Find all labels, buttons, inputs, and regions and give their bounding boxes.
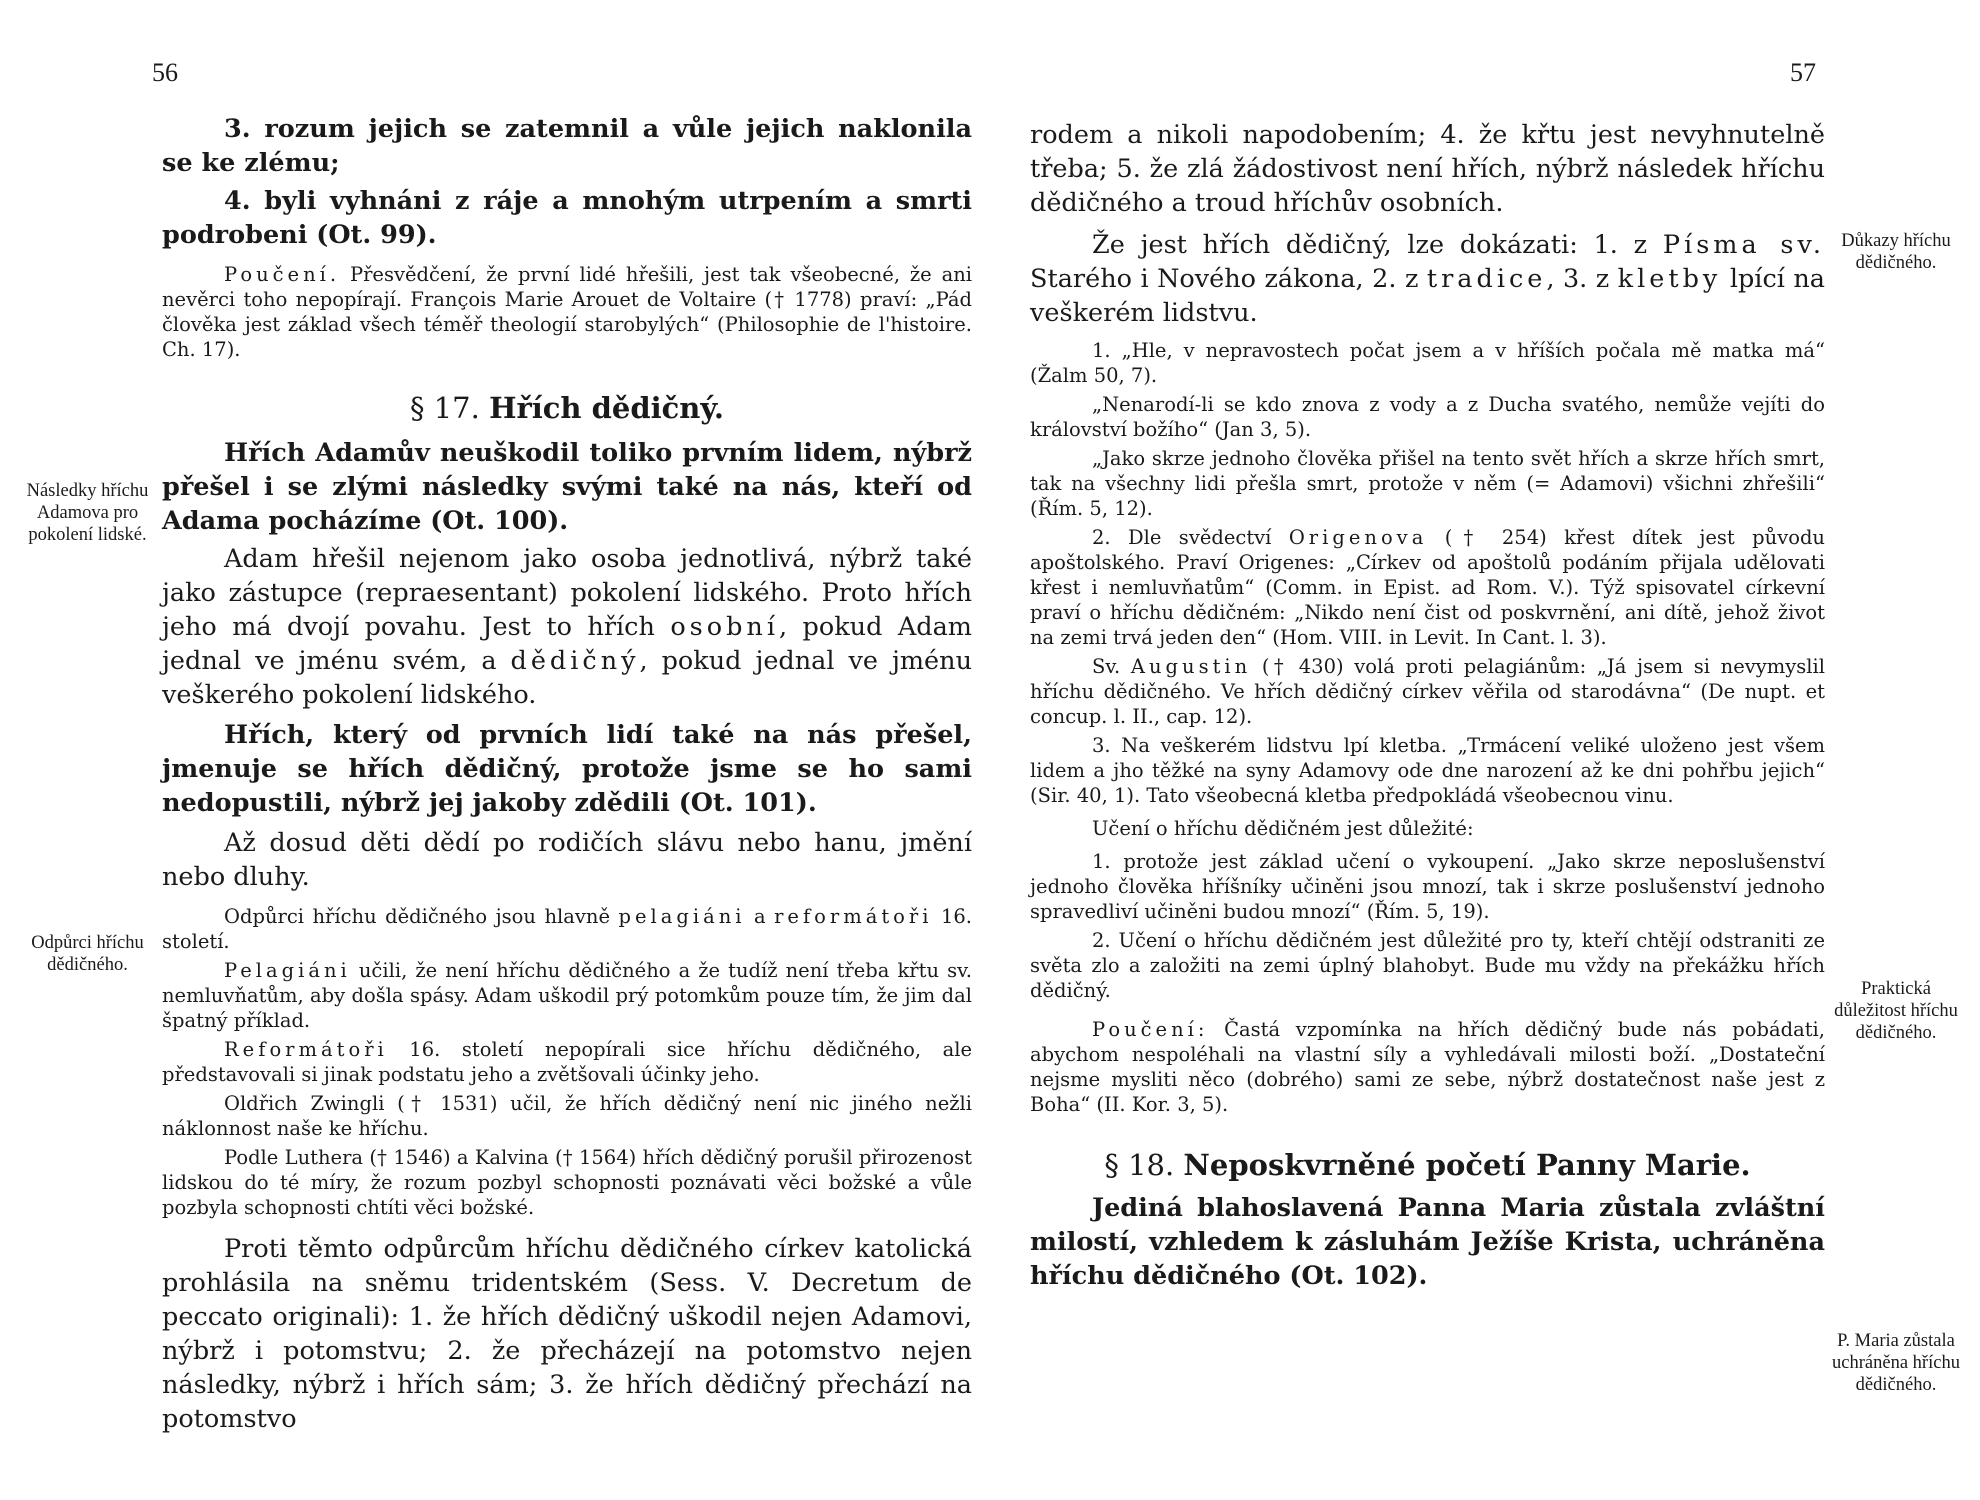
section-number: § 17. [410, 391, 480, 425]
text: Adam hřešil nejenom jako osoba jednotlivá, nýbrž také jako zástupce (repraesentant) pokolení lidského. Proto hřích jeho má dvojí povahu. Jest to hřích [162, 544, 972, 642]
paragraph: „Jako skrze jednoho člověka přišel na tento svět hřích a skrze hřích smrt, tak na všechny lidi přešla smrt, protože v něm (= Adamovi) všichni zhřešili“ (Řím. 5, 12). [1030, 447, 1825, 520]
text: , 3. z [1546, 264, 1618, 294]
thesis: Hřích Adamův neuškodil toliko prvním lidem, nýbrž přešel i se zlými následky svými také na nás, kteří od Adama pocházíme (Ot. 100). [162, 438, 972, 536]
paragraph [162, 262, 972, 362]
paragraph [162, 1037, 972, 1087]
paragraph [1030, 228, 1825, 330]
right-column [1030, 118, 1825, 1293]
text: Starého i Nového zákona, 2. z [1030, 264, 1427, 294]
spaced-word: Augustin [1130, 655, 1252, 678]
spaced-word: Poučení: [1092, 1018, 1209, 1041]
section-number: § 18. [1104, 1148, 1175, 1182]
paragraph [162, 904, 972, 954]
paragraph: Proti těmto odpůrcům hříchu dědičného církev katolická prohlásila na sněmu tridentském (Sess. V. Decretum de peccato originali): 1. že hřích dědičný uškodil nejen Adamovi, nýbrž i potomstvu; 2. že přecházejí na potomstvo nejen následky, nýbrž i hřích sám; 3. že hřích dědičný přechází na potomstvo [162, 1234, 972, 1434]
section-heading [162, 390, 972, 426]
right-page [990, 0, 1980, 1500]
paragraph: 1. „Hle, v nepravostech počat jsem a v hříších počala mě matka má“ (Žalm 50, 7). [1030, 339, 1825, 387]
left-column [162, 112, 972, 1436]
paragraph [162, 958, 972, 1033]
paragraph: 3. Na veškerém lidstvu lpí kletba. „Trmácení veliké uloženo jest všem lidem a jho těžké na syny Adamovy ode dne narození až ke dni pohřbu jejich“ (Sir. 40, 1). Tato všeobecná kletba předpokládá všeobecnou vinu. [1030, 734, 1825, 807]
page-number: 56 [152, 58, 178, 87]
text: Že jest hřích dědičný, lze dokázati: 1. z [1092, 230, 1663, 260]
paragraph: rodem a nikoli napodobením; 4. že křtu jest nevyhnutelně třeba; 5. že zlá žádostivost není hřích, nýbrž následek hříchu dědičného a troud hříchův osobních. [1030, 120, 1825, 218]
spaced-word: Reformátoři [224, 1038, 388, 1061]
section-title: Neposkvrněné početí Panny Marie. [1183, 1148, 1751, 1182]
paragraph [1030, 525, 1825, 650]
text: učili, že není hříchu dědičného a že tudíž není třeba křtu sv. nemluvňatům, aby došla spásy. Adam uškodil prý potomkům pouze tím, že jim dal špatný příklad. [162, 959, 972, 1032]
text: († 430) volá proti pelagiánům: „Já jsem si nevymyslil hříchu dědičného. Ve hřích dědičný církev věřila od starodávna“ (De nupt. et concup. l. II., cap. 12). [1030, 655, 1825, 728]
text: Sv. [1092, 655, 1131, 678]
section-heading [1030, 1147, 1825, 1183]
margin-note: Důkazy hříchu dědičného. [1841, 231, 1951, 273]
spaced-word: pelagiáni [618, 905, 746, 928]
spaced-word: osobní [670, 612, 780, 642]
paragraph: Podle Luthera († 1546) a Kalvina († 1564) hřích dědičný porušil přirozenost lidskou do té míry, že rozum pozbyl schopnosti poznávati věci božské a vůle pozbyla schopnosti chtíti věci božské. [162, 1146, 972, 1219]
spaced-word: kletby [1617, 264, 1722, 294]
spaced-word: dědičný [510, 646, 640, 676]
paragraph: 2. Učení o hříchu dědičném jest důležité pro ty, kteří chtějí odstraniti ze světa zlo a založiti na zemi úplný blahobyt. Bude mu vždy na překážku hřích dědičný. [1030, 929, 1825, 1002]
paragraph: Učení o hříchu dědičném jest důležité: [1092, 817, 1474, 840]
text: , pokud Adam jednal ve jménu svém, a [162, 612, 972, 676]
text: , pokud jednal ve jménu veškerého pokolení lidského. [162, 646, 972, 710]
paragraph: 1. protože jest základ učení o vykoupení. „Jako skrze neposlušenství jednoho člověka hříšníky učiněni jsou mnozí, tak i skrze poslušenství jednoho spravedliví učiněni budou mnozí“ (Řím. 5, 19). [1030, 850, 1825, 923]
paragraph [1030, 1017, 1825, 1117]
section-title: Hřích dědičný. [489, 391, 724, 425]
paragraph: 4. byli vyhnáni z ráje a mnohým utrpením a smrti podrobeni (Ot. 99). [162, 186, 972, 250]
text: lpící na veškerém lidstvu. [1030, 264, 1825, 328]
label-pouceni: Poučení. [224, 263, 341, 286]
margin-note: Praktická důležitost hříchu dědičného. [1834, 979, 1958, 1043]
text: Přesvědčení, že první lidé hřešili, jest tak všeobecné, že ani nevěrci toho nepopírají. François Marie Arouet de Voltaire († 1778) praví: „Pád člověka jest základ všech téměř theologií starobylých“ (Philosophie de l'histoire. Ch. 17). [162, 263, 972, 361]
text: 16. století nepopírali sice hříchu dědičného, ale představovali si jinak podstatu jeho a zvětšovali účinky jeho. [162, 1038, 972, 1086]
paragraph: „Nenarodí-li se kdo znova z vody a z Ducha svatého, nemůže vejíti do království božího“ (Jan 3, 5). [1030, 393, 1825, 441]
thesis: Jediná blahoslavená Panna Maria zůstala zvláštní milostí, vzhledem k zásluhám Ježíše Krista, uchráněna hříchu dědičného (Ot. 102). [1030, 1193, 1825, 1291]
thesis: Hřích, který od prvních lidí také na nás přešel, jmenuje se hřích dědičný, protože jsme se ho sami nedopustili, nýbrž jej jakoby zdědili (Ot. 101). [162, 720, 972, 818]
page-number: 57 [1790, 58, 1816, 87]
paragraph: 3. rozum jejich se zatemnil a vůle jejich naklonila se ke zlému; [162, 114, 972, 178]
text: 2. Dle svědectví [1092, 526, 1289, 549]
text: Častá vzpomínka na hřích dědičný bude nás pobádati, abychom nespoléhali na vlastní síly a vyhledávali milosti boží. „Dostateční nejsme mysliti něco (dobrého) sami ze sebe, nýbrž dostatečnost naše jest z Boha“ (II. Kor. 3, 5). [1030, 1018, 1825, 1116]
text: († 254) křest dítek jest původu apoštolského. Praví Origenes: „Církev od apoštolů podáním přijala udělovati křest i nemluvňatům“ (Comm. in Epist. ad Rom. V.). Týž spisovatel církevní praví o hříchu dědičném: „Nikdo není čist od poskvrnění, ani dítě, jehož život na zemi trvá jeden den“ (Hom. VIII. in Levit. In Cant. l. 3). [1030, 526, 1825, 649]
paragraph [1030, 654, 1825, 729]
spaced-word: tradice [1426, 264, 1547, 294]
margin-note: Odpůrci hříchu dědičného. [31, 933, 144, 975]
paragraph [162, 542, 972, 712]
margin-note: Následky hříchu Adamova pro pokolení lidské. [26, 481, 149, 545]
text: Odpůrci hříchu dědičného jsou hlavně [224, 905, 619, 928]
text: a [745, 905, 775, 928]
spaced-word: Origenova [1288, 526, 1428, 549]
margin-note: P. Maria zůstala uchráněna hříchu dědičného. [1832, 1331, 1960, 1395]
paragraph: Oldřich Zwingli († 1531) učil, že hřích dědičný není nic jiného nežli náklonnost naše ke hříchu. [162, 1092, 972, 1140]
spaced-word: reformátoři [774, 905, 933, 928]
spaced-word: Písma sv. [1662, 230, 1825, 260]
spaced-word: Pelagiáni [224, 959, 351, 982]
text: 16. století. [162, 905, 972, 953]
paragraph: Až dosud děti dědí po rodičích slávu nebo hanu, jmění nebo dluhy. [162, 828, 972, 892]
